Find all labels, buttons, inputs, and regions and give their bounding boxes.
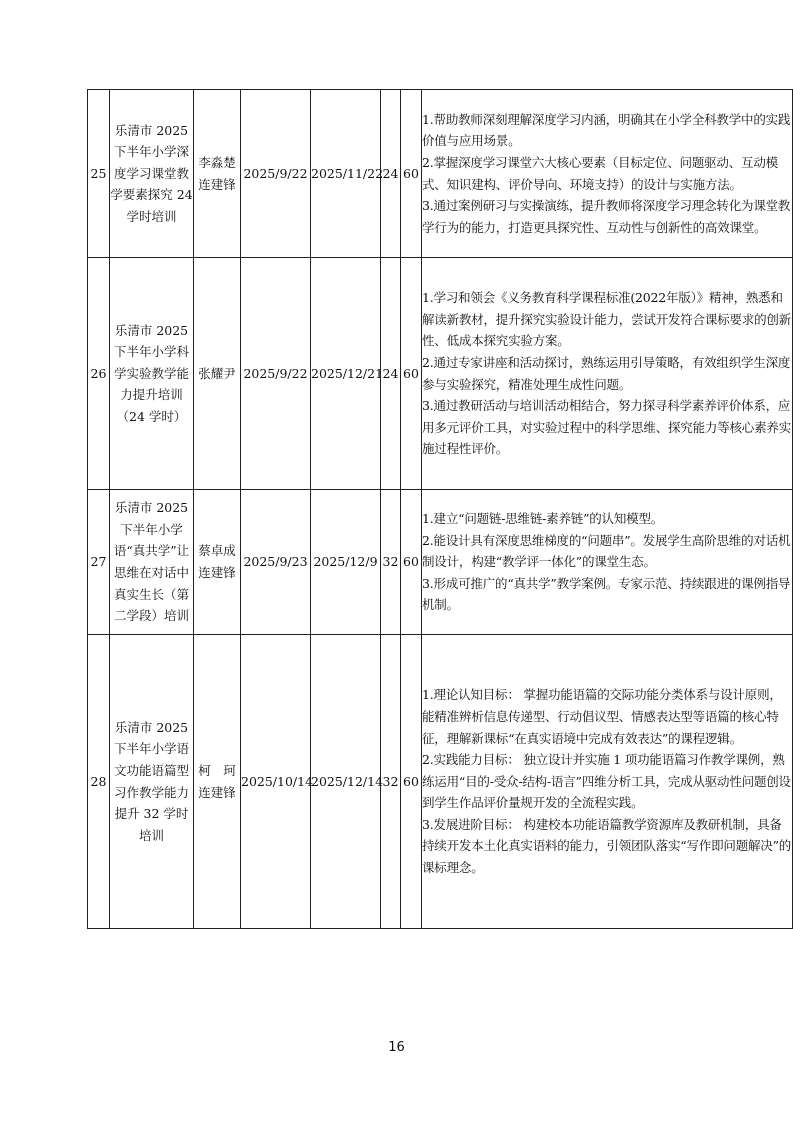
- goal-item: 1.理论认知目标： 掌握功能语篇的交际功能分类体系与设计原则，能精准辨析信息传递型、行动倡议型、情感表达型等语篇的核心特征，理解新课标“在真实语境中完成有效表达”的课程逻辑。: [422, 687, 782, 746]
- teacher-names: 蔡卓成 连建锋: [194, 490, 241, 635]
- course-name: 乐清市 2025 下半年小学语文功能语篇型习作教学能力提升 32 学时培训: [110, 635, 194, 929]
- row-number: 26: [88, 258, 110, 490]
- training-goals: [422, 635, 793, 929]
- course-hours: 24: [381, 258, 401, 490]
- end-date: 2025/12/9: [311, 490, 381, 635]
- page-number: 16: [388, 1040, 405, 1055]
- course-hours: 32: [381, 635, 401, 929]
- course-hours: 24: [381, 90, 401, 258]
- training-table: [87, 89, 793, 929]
- goal-item: 2.通过专家讲座和活动探讨，熟练运用引导策略，有效组织学生深度参与实验探究，精准处理生成性问题。: [422, 354, 791, 392]
- row-number: 28: [88, 635, 110, 929]
- table-body: [88, 90, 793, 929]
- teacher-names: 张耀尹: [194, 258, 241, 490]
- end-date: 2025/12/21: [311, 258, 381, 490]
- training-goals: [422, 490, 793, 635]
- start-date: 2025/9/23: [241, 490, 311, 635]
- table-row: [88, 258, 793, 490]
- goal-item: 2.掌握深度学习课堂六大核心要素（目标定位、问题驱动、互动模式、知识建构、评价导向、环境支持）的设计与实施方法。: [422, 154, 778, 192]
- goal-item: 3.通过案例研习与实操演练，提升教师将深度学习理念转化为课堂教学行为的能力，打造更具探究性、互动性与创新性的高效课堂。: [422, 198, 791, 235]
- course-name: 乐清市 2025 下半年小学语“真共学”让思维在对话中真实生长（第二学段）培训: [110, 490, 194, 635]
- goal-item: 1.帮助教师深刻理解深度学习内涵，明确其在小学全科教学中的实践价值与应用场景。: [422, 111, 791, 149]
- goal-item: 1.学习和领会《义务教育科学课程标准(2022年版）》精神，熟悉和解读新教材，提升探究实验设计能力，尝试开发符合课标要求的创新性、低成本探究实验方案。: [422, 290, 792, 349]
- teacher-names: 柯 珂 连建锋: [194, 635, 241, 929]
- start-date: 2025/9/22: [241, 90, 311, 258]
- training-goals: [422, 90, 793, 258]
- goal-item: 3.通过教研活动与培训活动相结合，努力探寻科学素养评价体系，应用多元评价工具，对实验过程中的科学思维、探究能力等核心素养实施过程性评价。: [422, 398, 792, 457]
- enrollment-quota: 60: [401, 635, 422, 929]
- course-name: 乐清市 2025 下半年小学科学实验教学能力提升培训（24 学时）: [110, 258, 194, 490]
- goal-item: 3.形成可推广的“真共学”教学案例。专家示范、持续跟进的课例指导机制。: [422, 575, 791, 613]
- course-hours: 32: [381, 490, 401, 635]
- enrollment-quota: 60: [401, 490, 422, 635]
- start-date: 2025/9/22: [241, 258, 311, 490]
- goal-item: 2.能设计具有深度思维梯度的“问题串”。发展学生高阶思维的对话机制设计，构建“教学评一体化”的课堂生态。: [422, 532, 791, 570]
- start-date: 2025/10/14: [241, 635, 311, 929]
- enrollment-quota: 60: [401, 258, 422, 490]
- training-goals: [422, 258, 793, 490]
- table-row: [88, 635, 793, 929]
- goal-item: 3.发展进阶目标： 构建校本功能语篇教学资源库及教研机制，具备持续开发本土化真实语料的能力，引领团队落实“写作即问题解决”的课标理念。: [422, 816, 792, 876]
- row-number: 27: [88, 490, 110, 635]
- course-name: 乐清市 2025 下半年小学深度学习课堂教学要素探究 24 学时培训: [110, 90, 194, 258]
- table-row: [88, 490, 793, 635]
- goal-item: 2.实践能力目标： 独立设计并实施 1 项功能语篇习作教学课例，熟练运用“目的-受众-结构-语言”四维分析工具，完成从驱动性问题创设到学生作品评价量规开发的全流程实践。: [422, 752, 791, 811]
- end-date: 2025/12/14: [311, 635, 381, 929]
- enrollment-quota: 60: [401, 90, 422, 258]
- table-row: [88, 90, 793, 258]
- row-number: 25: [88, 90, 110, 258]
- teacher-names: 李淼楚 连建锋: [194, 90, 241, 258]
- goal-item: 1.建立“问题链-思维链-素养链”的认知模型。: [422, 511, 664, 527]
- end-date: 2025/11/22: [311, 90, 381, 258]
